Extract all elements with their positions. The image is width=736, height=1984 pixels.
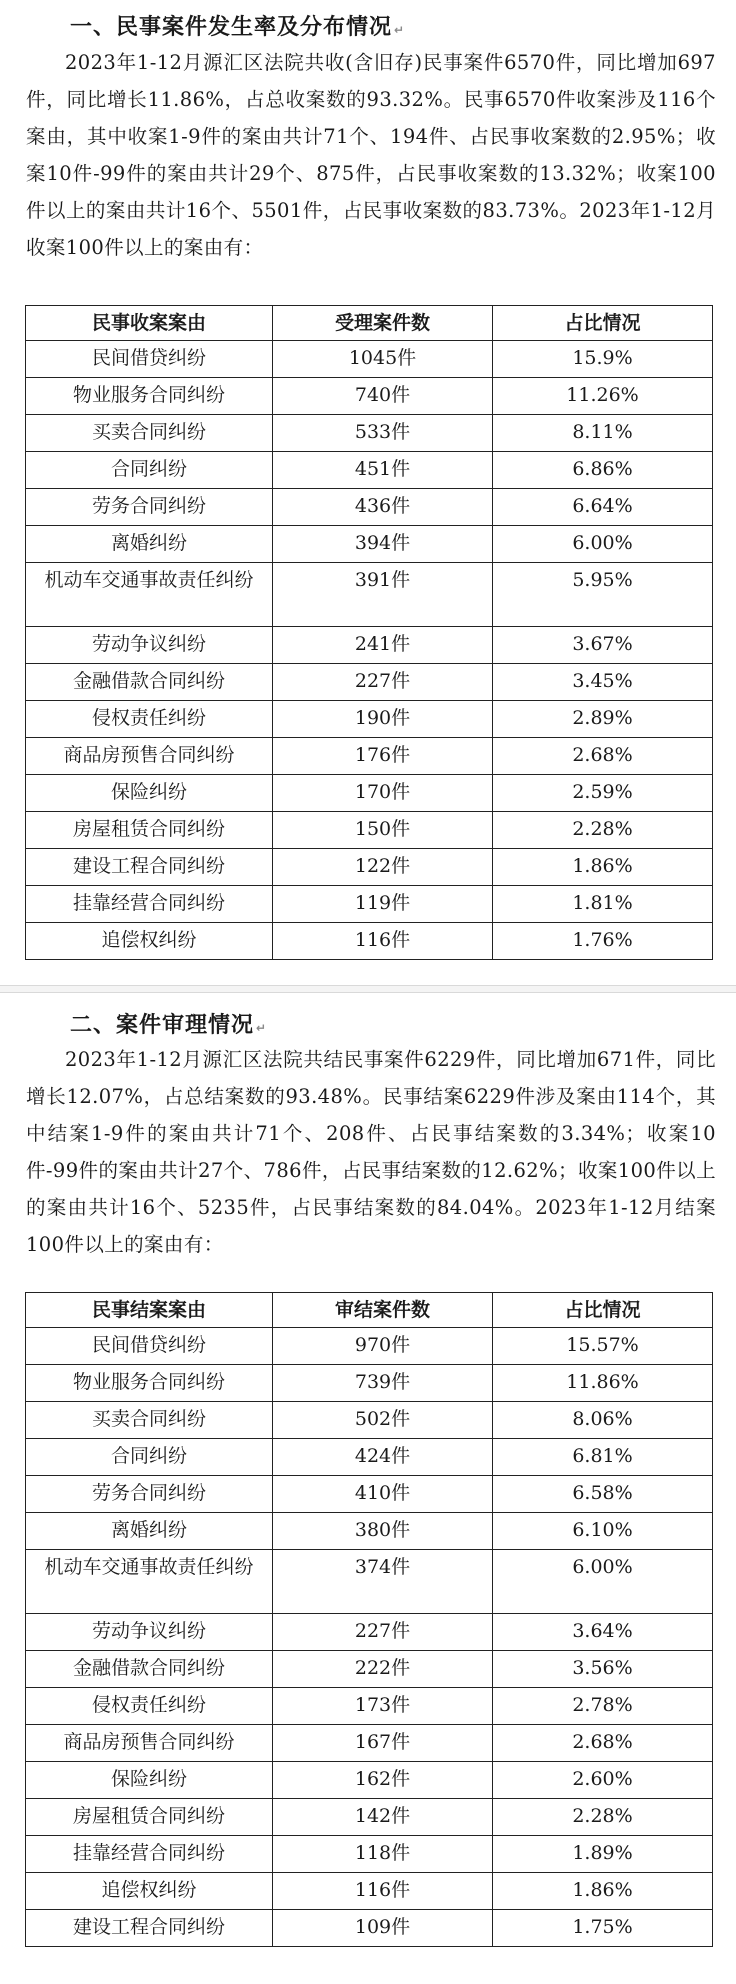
table-row [26,1513,713,1550]
ratio-cell: 1.86% [493,849,713,886]
cause-cell: 劳动争议纠纷 [26,627,273,664]
column-header: 受理案件数 [273,306,493,341]
cause-cell: 买卖合同纠纷 [26,1402,273,1439]
ratio-cell: 11.86% [493,1365,713,1402]
count-cell: 391件 [273,563,493,627]
cause-cell: 劳动争议纠纷 [26,1614,273,1651]
table-row [26,738,713,775]
cause-cell: 机动车交通事故责任纠纷 [26,1550,273,1614]
count-cell: 119件 [273,886,493,923]
ratio-cell: 6.86% [493,452,713,489]
cause-cell: 建设工程合同纠纷 [26,849,273,886]
ratio-cell: 3.45% [493,664,713,701]
count-cell: 227件 [273,1614,493,1651]
table-row [26,627,713,664]
cause-cell: 侵权责任纠纷 [26,701,273,738]
section2-paragraph: 2023年1-12月源汇区法院共结民事案件6229件，同比增加671件，同比增长12.07%，占总结案数的93.48%。民事结案6229件涉及案由114个，其中结案1-9件的案由共计71个、208件、占民事结案数的3.34%；收案10件-99件的案由共计27个、786件，占民事结案数的12.62%；收案100件以上的案由共计16个、5235件，占民事结案数的84.04%。2023年1-12月结案100件以上的案由有： [26,1048,716,1256]
cause-cell: 物业服务合同纠纷 [26,1365,273,1402]
ratio-cell: 15.9% [493,341,713,378]
count-cell: 190件 [273,701,493,738]
ratio-cell: 3.67% [493,627,713,664]
count-cell: 170件 [273,775,493,812]
section1-table-body [26,341,713,960]
cause-cell: 商品房预售合同纠纷 [26,738,273,775]
count-cell: 394件 [273,526,493,563]
table-row [26,1688,713,1725]
cause-cell: 买卖合同纠纷 [26,415,273,452]
column-header: 审结案件数 [273,1293,493,1328]
ratio-cell: 1.86% [493,1873,713,1910]
table-row [26,775,713,812]
ratio-cell: 1.89% [493,1836,713,1873]
cause-cell: 金融借款合同纠纷 [26,1651,273,1688]
ratio-cell: 1.76% [493,923,713,960]
ratio-cell: 6.00% [493,1550,713,1614]
ratio-cell: 8.11% [493,415,713,452]
cause-cell: 物业服务合同纠纷 [26,378,273,415]
table-header-row [26,1293,713,1328]
table-row [26,1614,713,1651]
ratio-cell: 2.28% [493,1799,713,1836]
ratio-cell: 2.28% [493,812,713,849]
ratio-cell: 1.81% [493,886,713,923]
table-row [26,1799,713,1836]
table-row [26,923,713,960]
cause-cell: 劳务合同纠纷 [26,1476,273,1513]
table-row [26,489,713,526]
count-cell: 1045件 [273,341,493,378]
count-cell: 162件 [273,1762,493,1799]
count-cell: 740件 [273,378,493,415]
count-cell: 533件 [273,415,493,452]
cause-cell: 商品房预售合同纠纷 [26,1725,273,1762]
count-cell: 241件 [273,627,493,664]
cause-cell: 合同纠纷 [26,452,273,489]
cause-cell: 劳务合同纠纷 [26,489,273,526]
ratio-cell: 1.75% [493,1910,713,1947]
cause-cell: 离婚纠纷 [26,526,273,563]
table-row [26,701,713,738]
cause-cell: 民间借贷纠纷 [26,1328,273,1365]
cause-cell: 房屋租赁合同纠纷 [26,812,273,849]
section2-table-body [26,1328,713,1947]
table-row [26,1762,713,1799]
ratio-cell: 6.10% [493,1513,713,1550]
count-cell: 222件 [273,1651,493,1688]
ratio-cell: 3.64% [493,1614,713,1651]
column-header: 占比情况 [493,1293,713,1328]
ratio-cell: 2.68% [493,738,713,775]
table-row [26,1328,713,1365]
cause-cell: 追偿权纠纷 [26,1873,273,1910]
cause-cell: 侵权责任纠纷 [26,1688,273,1725]
count-cell: 116件 [273,923,493,960]
table-row [26,1439,713,1476]
count-cell: 173件 [273,1688,493,1725]
ratio-cell: 11.26% [493,378,713,415]
table-row [26,526,713,563]
count-cell: 970件 [273,1328,493,1365]
column-header: 民事收案案由 [26,306,273,341]
cause-cell: 房屋租赁合同纠纷 [26,1799,273,1836]
ratio-cell: 2.68% [493,1725,713,1762]
table-header-row [26,306,713,341]
table-row [26,1910,713,1947]
cause-cell: 挂靠经营合同纠纷 [26,886,273,923]
cause-cell: 合同纠纷 [26,1439,273,1476]
cause-cell: 保险纠纷 [26,775,273,812]
ratio-cell: 6.00% [493,526,713,563]
count-cell: 150件 [273,812,493,849]
count-cell: 436件 [273,489,493,526]
section1-paragraph: 2023年1-12月源汇区法院共收(含旧存)民事案件6570件，同比增加697件，同比增长11.86%，占总收案数的93.32%。民事6570件收案涉及116个案由，其中收案1-9件的案由共计71个、194件、占民事收案数的2.95%；收案10件-99件的案由共计29个、875件，占民事收案数的13.32%；收案100件以上的案由共计16个、5501件，占民事收案数的83.73%。2023年1-12月收案100件以上的案由有： [26,51,716,259]
column-header: 民事结案案由 [26,1293,273,1328]
cause-cell: 机动车交通事故责任纠纷 [26,563,273,627]
count-cell: 118件 [273,1836,493,1873]
ratio-cell: 2.78% [493,1688,713,1725]
cause-cell: 建设工程合同纠纷 [26,1910,273,1947]
cause-cell: 金融借款合同纠纷 [26,664,273,701]
column-header: 占比情况 [493,306,713,341]
ratio-cell: 5.95% [493,563,713,627]
ratio-cell: 6.58% [493,1476,713,1513]
cause-cell: 挂靠经营合同纠纷 [26,1836,273,1873]
count-cell: 116件 [273,1873,493,1910]
section1-table [25,305,713,960]
cause-cell: 离婚纠纷 [26,1513,273,1550]
count-cell: 109件 [273,1910,493,1947]
count-cell: 374件 [273,1550,493,1614]
count-cell: 451件 [273,452,493,489]
cause-cell: 追偿权纠纷 [26,923,273,960]
table-row [26,378,713,415]
count-cell: 380件 [273,1513,493,1550]
document-page-2 [0,993,736,1984]
table-row [26,1365,713,1402]
ratio-cell: 6.64% [493,489,713,526]
ratio-cell: 6.81% [493,1439,713,1476]
section2-heading: 二、案件审理情况 ↵ [70,1013,268,1038]
cause-cell: 保险纠纷 [26,1762,273,1799]
count-cell: 122件 [273,849,493,886]
count-cell: 142件 [273,1799,493,1836]
table-row [26,812,713,849]
cause-cell: 民间借贷纠纷 [26,341,273,378]
table-row [26,1550,713,1614]
count-cell: 424件 [273,1439,493,1476]
section1-heading: 一、民事案件发生率及分布情况 ↵ [70,15,406,40]
table-row [26,1651,713,1688]
table-row [26,1836,713,1873]
table-row [26,1873,713,1910]
table-row [26,563,713,627]
ratio-cell: 2.60% [493,1762,713,1799]
table-row [26,415,713,452]
table-row [26,849,713,886]
count-cell: 227件 [273,664,493,701]
ratio-cell: 15.57% [493,1328,713,1365]
table-row [26,452,713,489]
table-row [26,341,713,378]
page-break [0,985,736,993]
count-cell: 739件 [273,1365,493,1402]
ratio-cell: 2.59% [493,775,713,812]
count-cell: 410件 [273,1476,493,1513]
section2-table [25,1292,713,1947]
count-cell: 176件 [273,738,493,775]
table-row [26,886,713,923]
table-row [26,1402,713,1439]
table-row [26,664,713,701]
document-page-1 [0,0,736,985]
count-cell: 502件 [273,1402,493,1439]
count-cell: 167件 [273,1725,493,1762]
ratio-cell: 8.06% [493,1402,713,1439]
ratio-cell: 2.89% [493,701,713,738]
table-row [26,1476,713,1513]
ratio-cell: 3.56% [493,1651,713,1688]
table-row [26,1725,713,1762]
